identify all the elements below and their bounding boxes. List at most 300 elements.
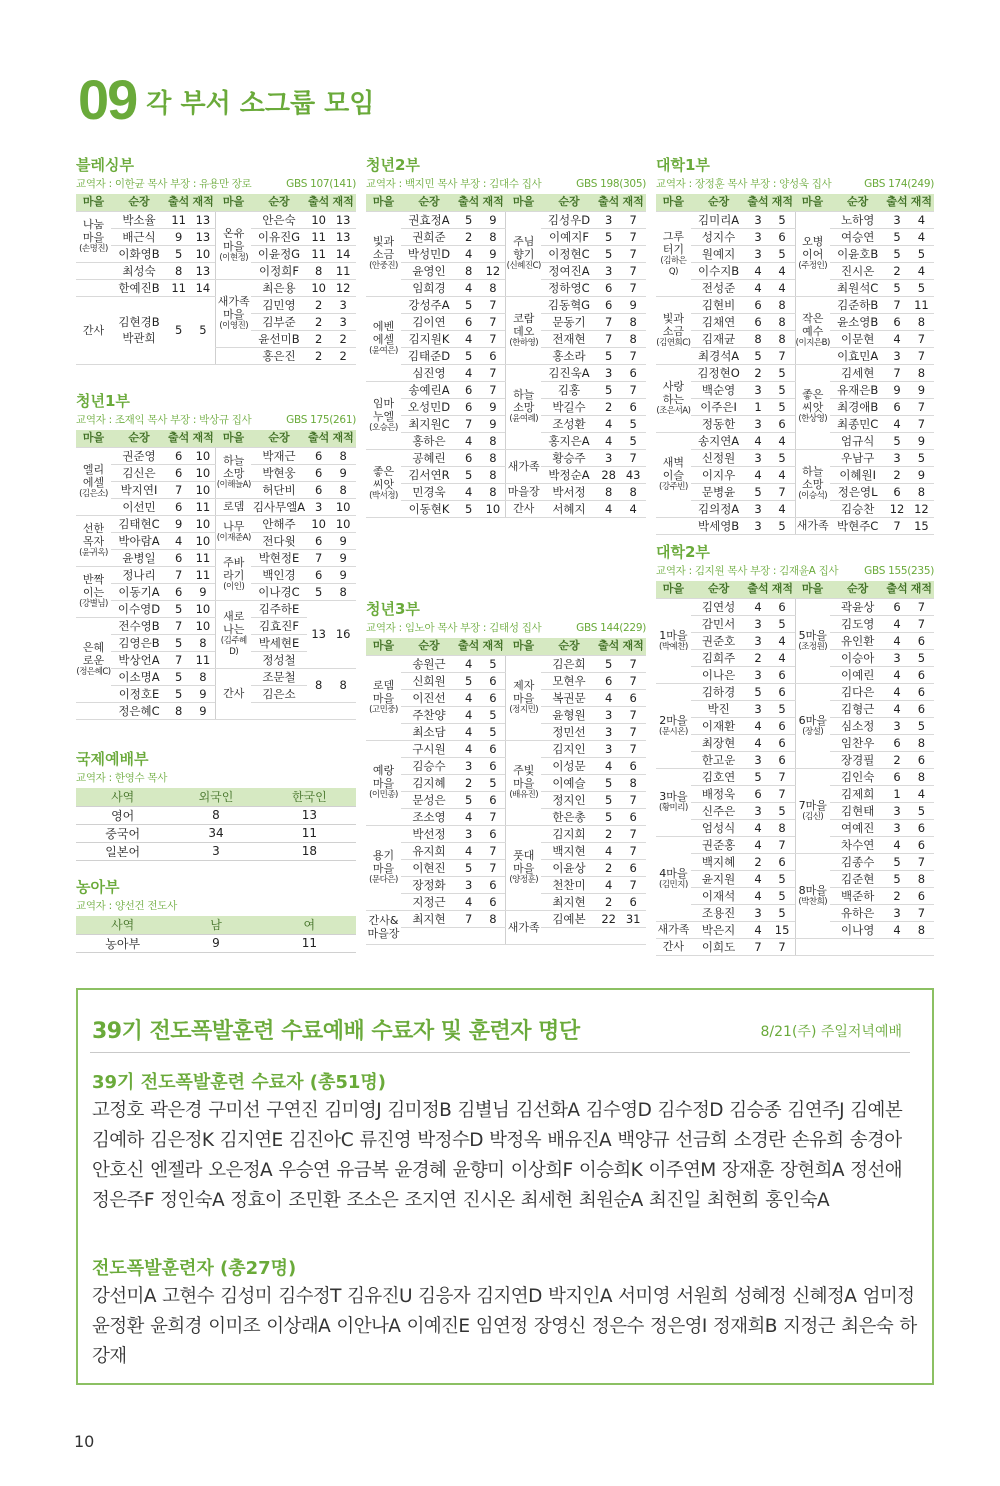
table-cell: 31 [620,910,646,927]
table-header [366,194,646,211]
table-cell: 3 [597,723,620,740]
table-cell: 7 [909,415,935,432]
table-cell: 6 [307,532,330,549]
table-cell: 9 [885,381,908,398]
section-number: 09 [78,68,137,131]
table-cell: 11 [167,211,190,228]
table-cell: 박아람A [111,532,167,549]
table-header [656,581,934,598]
table-cell: 7 [909,347,935,364]
table-cell: 6 [307,481,330,498]
table-cell: 9 [480,211,506,228]
table-cell: 6 [746,296,769,313]
table-cell: 4 [457,723,480,740]
table-cell: 김지희 [541,825,597,842]
table-row [76,447,356,464]
table-cell: 김서연R [401,466,457,483]
table-row [76,279,356,296]
table-cell: 7 [480,381,506,398]
group-info: 교역자 : 장정훈 목사 부장 : 양성욱 집사 GBS 174(249) [656,178,934,190]
table-cell: 5 [480,655,506,672]
column-header: 마을 [76,194,111,211]
table-cell: 5 [885,279,908,296]
group-table [656,194,934,535]
table-cell: 9 [480,398,506,415]
table-cell: 3 [746,415,769,432]
column-header: 재적 [480,194,506,211]
table-cell: 이효민A [830,347,886,364]
table-cell: 5마을 (조정원) [795,598,830,683]
table-cell: 3 [457,757,480,774]
table-cell: 4 [746,887,769,904]
table-cell: 8 [620,313,646,330]
table-cell: 3 [597,262,620,279]
table-cell: 14 [190,279,216,296]
table-cell: 4마을 (김민지) [656,836,691,921]
table-cell: 오성민D [401,398,457,415]
table-cell: 간사 [506,500,541,517]
table-cell: 정나리 [111,566,167,583]
table-cell: 1마을 (박예찬) [656,598,691,683]
table-cell: 7 [620,876,646,893]
column-header: 출석 [307,194,330,211]
table-cell: 6 [597,672,620,689]
column-header: 순장 [691,194,747,211]
table-cell: 2 [746,649,769,666]
table-cell: 6 [909,819,935,836]
table-cell: 5 [457,791,480,808]
table-cell: 8 [909,921,935,938]
table-cell: 2 [597,825,620,842]
table-cell: 5 [597,655,620,672]
table-cell: 권희준 [401,228,457,245]
table-cell: 9 [620,296,646,313]
table-cell: 최지원C [401,415,457,432]
group-info: 교역자 : 조재익 목사 부장 : 박상규 집사 GBS 175(261) [76,414,356,426]
table-cell: 12 [885,500,908,517]
table-row [656,938,934,955]
table-cell: 4 [770,432,796,449]
table-cell: 온유 마을 (이현정) [216,211,251,279]
table-cell: 6 [620,689,646,706]
column-header: 외국인 [169,788,262,806]
table-cell: 진시온 [830,262,886,279]
table-cell: 7 [909,598,935,615]
table-cell: 이예슬 [541,774,597,791]
table-cell: 7 [620,381,646,398]
column-header: 마을 [216,194,251,211]
divider [90,1052,910,1053]
table-cell: 박세현E [251,634,307,651]
table-cell: 5 [167,600,190,617]
table-cell: 김의정A [691,500,747,517]
table-cell: 주님 향기 (신혜진C) [506,211,541,296]
table-cell: 7 [885,517,908,534]
table-cell: 7 [620,791,646,808]
table-cell: 김세현 [830,364,886,381]
table-cell: 김하경 [691,683,747,700]
table-cell: 이예지F [541,228,597,245]
table-cell: 7 [620,672,646,689]
table-cell: 6 [597,296,620,313]
column-header: 출석 [167,194,190,211]
table-cell: 3 [746,517,769,534]
table-cell: 5 [457,466,480,483]
table-cell: 5 [770,802,796,819]
table-cell: 임마 누엘 (오승은) [366,381,401,449]
table-cell: 2 [307,347,330,364]
table-cell: 3 [746,381,769,398]
table-cell: 박진 [691,700,747,717]
table-cell: 김지인 [541,740,597,757]
table-cell: 4 [457,364,480,381]
table-cell: 이윤상 [541,859,597,876]
table-cell: 8 [190,668,216,685]
table-row [76,842,356,860]
table-cell: 10 [190,481,216,498]
table-cell: 복권문 [541,689,597,706]
table-cell: 5 [457,296,480,313]
table-cell: 2 [330,347,356,364]
table-cell: 이재석 [691,887,747,904]
table-cell: 하늘 소망 (이해늘A) [216,447,251,498]
table-header [76,194,356,211]
graduates-heading: 39기 전도폭발훈련 수료자 (총51명) [92,1072,387,1093]
group-blessing [76,156,356,365]
table-cell: 7 [167,566,190,583]
table-cell: 4 [909,785,935,802]
table-cell: 유인환 [830,632,886,649]
table-cell: 7 [909,904,935,921]
table-row [366,655,646,672]
table-cell: 4 [909,211,935,228]
page-title: 각 부서 소그룹 모임 [146,89,375,119]
page-number: 10 [74,1432,95,1451]
table-cell: 김승찬 [830,500,886,517]
table-cell: 4 [457,330,480,347]
table-cell: 5 [770,398,796,415]
table-cell: 이수지B [691,262,747,279]
table-row [656,449,934,466]
table-cell: 7 [620,228,646,245]
table-cell: 윤소영B [830,313,886,330]
table-cell: 7 [885,364,908,381]
column-header: 순장 [541,194,597,211]
table-cell: 4 [885,683,908,700]
table-cell: 3 [885,649,908,666]
table-cell: 이성문 [541,757,597,774]
table-cell: 원예지 [691,245,747,262]
column-header: 마을 [366,638,401,655]
table-cell: 한예진B [111,279,167,296]
table-cell: 권준영 [111,447,167,464]
column-header: 재적 [770,194,796,211]
table-cell: 7 [770,938,796,955]
table-cell: 7 [909,853,935,870]
table-cell: 하늘 소망 (윤여례) [506,364,541,449]
group-info: 교역자 : 백지민 목사 부장 : 김대수 집사 GBS 198(305) [366,178,646,190]
table-cell: 이정현C [541,245,597,262]
table-cell: 7 [620,449,646,466]
table-cell: 5 [746,347,769,364]
box-title: 39기 전도폭발훈련 수료예배 수료자 및 훈련자 명단 [92,1019,580,1044]
table-cell: 5 [597,228,620,245]
table-cell: 김호연 [691,768,747,785]
trainers-list: 강선미A 고현수 김성미 김수정T 김유진U 김응자 김지연D 박지인A 서미영 서원희 성혜정 신혜정A 엄미정 윤정환 윤희경 이미조 이상래A 이안나A 이예진E 임연정 장영신 정은수 정은영I 정재희B 지정근 최은숙 하강재 [92,1286,917,1367]
table-cell: 송예린A [401,381,457,398]
table-cell: 새가족 [506,449,541,483]
table-cell: 4 [746,432,769,449]
table-cell: 6 [885,483,908,500]
table-cell: 천찬미 [541,876,597,893]
column-header: 순장 [541,638,597,655]
table-cell: 김준현 [830,870,886,887]
table-cell: 3 [746,666,769,683]
table-cell: 5 [597,791,620,808]
table-row [76,600,356,617]
group-table [656,581,934,956]
table-cell: 김연성 [691,598,747,615]
table-cell [480,927,506,944]
column-header: 사역 [76,916,169,934]
table-cell: 배근식 [111,228,167,245]
table-cell: 민경욱 [401,483,457,500]
column-header: 순장 [830,581,886,598]
table-cell: 주빛 마을 (배유진) [506,740,541,825]
column-header: 출석 [885,194,908,211]
table-header [366,638,646,655]
table-cell [597,927,620,944]
table-cell: 서혜지 [541,500,597,517]
table-cell: 5 [770,449,796,466]
table-cell: 4 [457,432,480,449]
table-cell: 4 [597,415,620,432]
table-cell: 반짝 이는 (강별님) [76,566,111,617]
table-cell: 8 [909,483,935,500]
table-cell: 5 [167,245,190,262]
table-cell: 7 [480,364,506,381]
table-cell: 7 [620,262,646,279]
table-cell: 7 [620,655,646,672]
table-cell: 6 [480,689,506,706]
table-cell: 장정화 [401,876,457,893]
table-cell: 4 [457,706,480,723]
table-cell: 6 [167,583,190,600]
table-cell: 11 [263,824,356,842]
table-cell: 6 [307,566,330,583]
table-cell: 김주하E [251,600,307,617]
table-cell: 곽윤상 [830,598,886,615]
table-cell: 주바 라기 (이인) [216,549,251,600]
table-cell: 8 [190,634,216,651]
table-cell: 안은숙 [251,211,307,228]
table-cell: 농아부 [76,934,169,952]
column-header: 재적 [330,430,356,447]
table-cell: 8 [480,279,506,296]
table-cell: 정여진A [541,262,597,279]
table-cell: 5 [770,870,796,887]
table-cell: 2 [885,751,908,768]
table-cell: 구시원 [401,740,457,757]
table-cell: 3마을 (황미리) [656,768,691,836]
table-cell: 4 [746,836,769,853]
table-cell: 오병 이어 (주정인) [795,211,830,296]
table-cell: 일본어 [76,842,169,860]
table-cell: 7 [480,330,506,347]
table-cell: 여예진 [830,819,886,836]
table-cell: 4 [457,483,480,500]
table-cell: 황승주 [541,449,597,466]
table-cell: 6 [480,757,506,774]
table-cell: 5 [457,672,480,689]
table-cell: 박성민D [401,245,457,262]
table-cell: 8 [746,330,769,347]
table-cell: 7 [457,415,480,432]
group-title: 대학2부 [656,543,710,561]
table-cell: 새가족 [796,519,829,532]
table-cell: 4 [746,279,769,296]
table-cell: 감민서 [691,615,747,632]
table-cell: 9 [909,432,935,449]
table-cell: 5 [480,774,506,791]
table-cell: 8 [330,668,356,702]
table-cell [251,702,307,719]
table-cell: 1 [885,785,908,802]
column-header: 재적 [620,194,646,211]
table-cell: 빛과 소금 (김연희C) [656,296,691,364]
table-cell: 8 [480,483,506,500]
table-cell: 강성주A [401,296,457,313]
column-header: 출석 [307,430,330,447]
table-cell: 작은 예수 (이지은B) [795,296,830,364]
table-cell: 8 [307,668,330,702]
table-cell: 6 [480,791,506,808]
table-cell: 임찬우 [830,734,886,751]
table-cell: 전다윗 [251,532,307,549]
table-cell: 2 [597,893,620,910]
table-cell: 6 [457,313,480,330]
table-cell: 6 [909,836,935,853]
table-cell: 6 [770,598,796,615]
table-cell: 4 [770,500,796,517]
table-row [656,683,934,700]
table-cell: 권효정A [401,211,457,228]
table-cell: 6 [307,447,330,464]
table-cell: 엄규식 [830,432,886,449]
table-cell: 6 [620,859,646,876]
table-cell: 6 [885,734,908,751]
table-cell: 모현우 [541,672,597,689]
table-cell: 5 [480,723,506,740]
table-cell: 8 [480,432,506,449]
column-header: 재적 [909,581,935,598]
table-cell: 9 [167,228,190,245]
table-cell: 4 [597,757,620,774]
table-cell: 이화영B [111,245,167,262]
table-cell: 10 [190,447,216,464]
table-cell: 신주은 [691,802,747,819]
column-header: 출석 [746,194,769,211]
table-cell: 8 [620,330,646,347]
table-cell: 주찬양 [401,706,457,723]
table-cell: 김진욱A [541,364,597,381]
table-cell: 임희경 [401,279,457,296]
table-cell: 새로 나는 (김주혜D) [216,600,251,668]
table-cell: 6 [167,447,190,464]
table-cell: 9 [480,245,506,262]
column-header: 재적 [330,194,356,211]
table-cell: 4 [457,808,480,825]
table-cell: 여승연 [830,228,886,245]
table-cell: 이문현 [830,330,886,347]
table-cell: 김부준 [251,313,307,330]
table-cell: 15 [909,517,935,534]
table-cell: 이진선 [401,689,457,706]
table-row [76,668,356,685]
table-row [656,517,934,534]
table-cell: 11 [330,262,356,279]
table-row [656,598,934,615]
column-header: 마을 [506,638,541,655]
table-cell: 김태현C [111,515,167,532]
table-cell: 5 [909,649,935,666]
table-cell: 3 [885,904,908,921]
group-title: 청년1부 [76,392,130,410]
table-cell [307,702,330,719]
table-cell: 이동현K [401,500,457,517]
table-cell: 5 [885,228,908,245]
table-cell: 3 [746,615,769,632]
table-cell: 8 [169,806,262,824]
table-cell: 2 [457,228,480,245]
column-header: 마을 [795,194,830,211]
table-cell: 한은총 [541,808,597,825]
table-cell: 유재은B [830,381,886,398]
table-cell: 9 [330,566,356,583]
table-cell: 김성우D [541,211,597,228]
group-title: 청년2부 [366,156,420,174]
table-cell: 이재환 [691,717,747,734]
group-table [366,638,646,945]
table-cell: 5 [746,483,769,500]
table-cell: 4 [770,649,796,666]
table-cell: 5 [909,449,935,466]
table-cell: 김승수 [401,757,457,774]
column-header: 순장 [251,194,307,211]
table-cell: 5 [746,768,769,785]
table-cell: 정동한 [691,415,747,432]
table-cell: 엄성식 [691,819,747,836]
table-cell: 2 [597,398,620,415]
table-cell: 이수영D [111,600,167,617]
group-info: 교역자 : 임노아 목사 부장 : 김태성 집사 GBS 144(229) [366,622,646,634]
column-header: 출석 [457,194,480,211]
table-cell: 13 [190,211,216,228]
table-row [366,825,646,842]
table-cell: 이동기A [111,583,167,600]
table-cell: 9 [480,415,506,432]
table-cell [216,347,251,364]
table-cell: 4 [597,842,620,859]
table-cell: 6 [457,449,480,466]
table-cell: 2 [307,330,330,347]
table-cell: 간사 [76,296,111,364]
column-header: 재적 [190,194,216,211]
table-cell: 김영은B [111,634,167,651]
table-cell: 영어 [76,806,169,824]
table-cell: 6 [885,398,908,415]
table-cell: 박세영B [691,517,747,534]
